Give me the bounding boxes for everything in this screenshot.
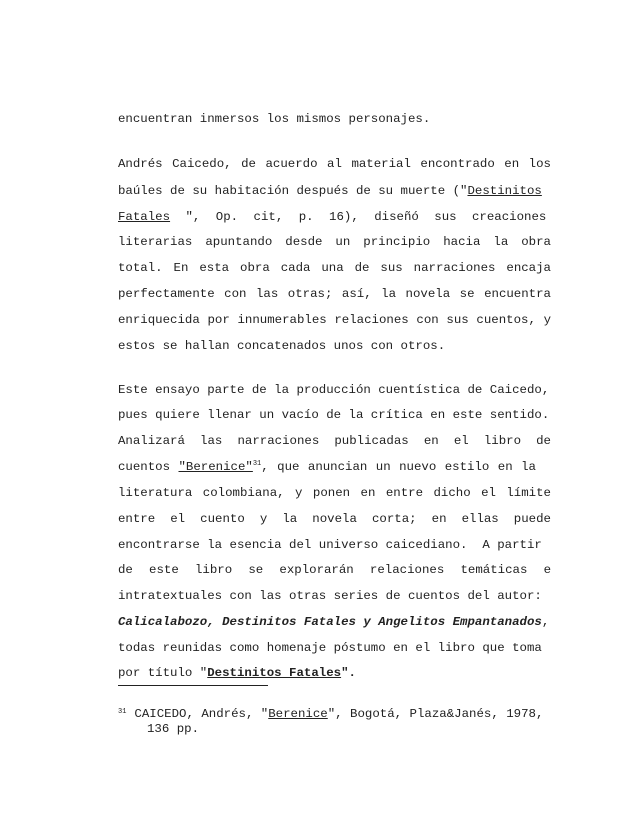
text-line (118, 589, 551, 604)
text: cuentos (118, 460, 179, 474)
text: perfectamente con las otras; así, la novela se encuentra (118, 287, 551, 301)
text: por título " (118, 666, 208, 680)
text-line (118, 615, 551, 630)
text: Andrés Caicedo, de acuerdo al material encontrado en los (118, 157, 551, 171)
text: CAICEDO, Andrés, " (134, 707, 269, 721)
text-line (118, 313, 551, 328)
text: baúles de su habitación después de su muerte (" (118, 184, 468, 198)
text-line (118, 641, 551, 656)
book-title-link: Berenice (268, 707, 328, 721)
text: , (541, 615, 550, 629)
book-title-link: Destinitos Fatales (207, 666, 342, 680)
text: ", Bogotá, Plaza&Janés, 1978, (327, 707, 544, 721)
text: estos se hallan concatenados unos con otros. (118, 339, 446, 353)
text-line (118, 666, 551, 681)
text-line (118, 112, 551, 127)
text: 136 pp. (147, 722, 200, 736)
text: intratextuales con las otras series de cuentos del autor: (118, 589, 542, 603)
text-line (118, 538, 551, 553)
text-line (118, 383, 551, 398)
text-line (118, 287, 551, 302)
text-line (118, 486, 551, 501)
text: Analizará las narraciones publicadas en el libro de (118, 434, 551, 448)
text: todas reunidas como homenaje póstumo en el libro que toma (118, 641, 542, 655)
footnote (118, 707, 563, 722)
footnote-number: 31 (118, 708, 127, 716)
text-line (118, 408, 551, 423)
text: encuentran inmersos los mismos personajes. (118, 112, 431, 126)
book-title-link: Fatales (118, 210, 171, 224)
book-title-link: Destinitos (467, 184, 542, 198)
text-line (118, 157, 551, 172)
text-line (118, 339, 551, 354)
text: pues quiere llenar un vacío de la crítica en este sentido. (118, 408, 550, 422)
text-line (118, 261, 551, 276)
text: entre el cuento y la novela corta; en ellas puede (118, 512, 551, 526)
footnote-separator (118, 685, 268, 686)
footnote-reference: 31 (252, 460, 262, 468)
text: literarias apuntando desde un principio hacia la obra (118, 235, 551, 249)
text: ", Op. cit, p. 16), diseñó sus creaciones (170, 210, 547, 224)
text: de este libro se explorarán relaciones temáticas e (118, 563, 551, 577)
text: enriquecida por innumerables relaciones con sus cuentos, y (118, 313, 551, 327)
text-line (118, 184, 551, 199)
text-line (118, 235, 551, 250)
series-titles: Calicalabozo, Destinitos Fatales y Angelitos Empantanados (118, 615, 542, 629)
text-line (118, 210, 551, 225)
text-line (118, 460, 551, 475)
book-title-link: "Berenice" (178, 460, 253, 474)
text: Este ensayo parte de la producción cuentística de Caicedo, (118, 383, 550, 397)
text: literatura colombiana, y ponen en entre dicho el límite (118, 486, 551, 500)
footnote-continuation (147, 722, 592, 737)
text: ". (341, 666, 356, 680)
text: , que anuncian un nuevo estilo en la (261, 460, 536, 474)
text: encontrarse la esencia del universo caicediano. A partir (118, 538, 542, 552)
text-line (118, 434, 551, 449)
text-line (118, 563, 551, 578)
text: total. En esta obra cada una de sus narraciones encaja (118, 261, 551, 275)
text-line (118, 512, 551, 527)
